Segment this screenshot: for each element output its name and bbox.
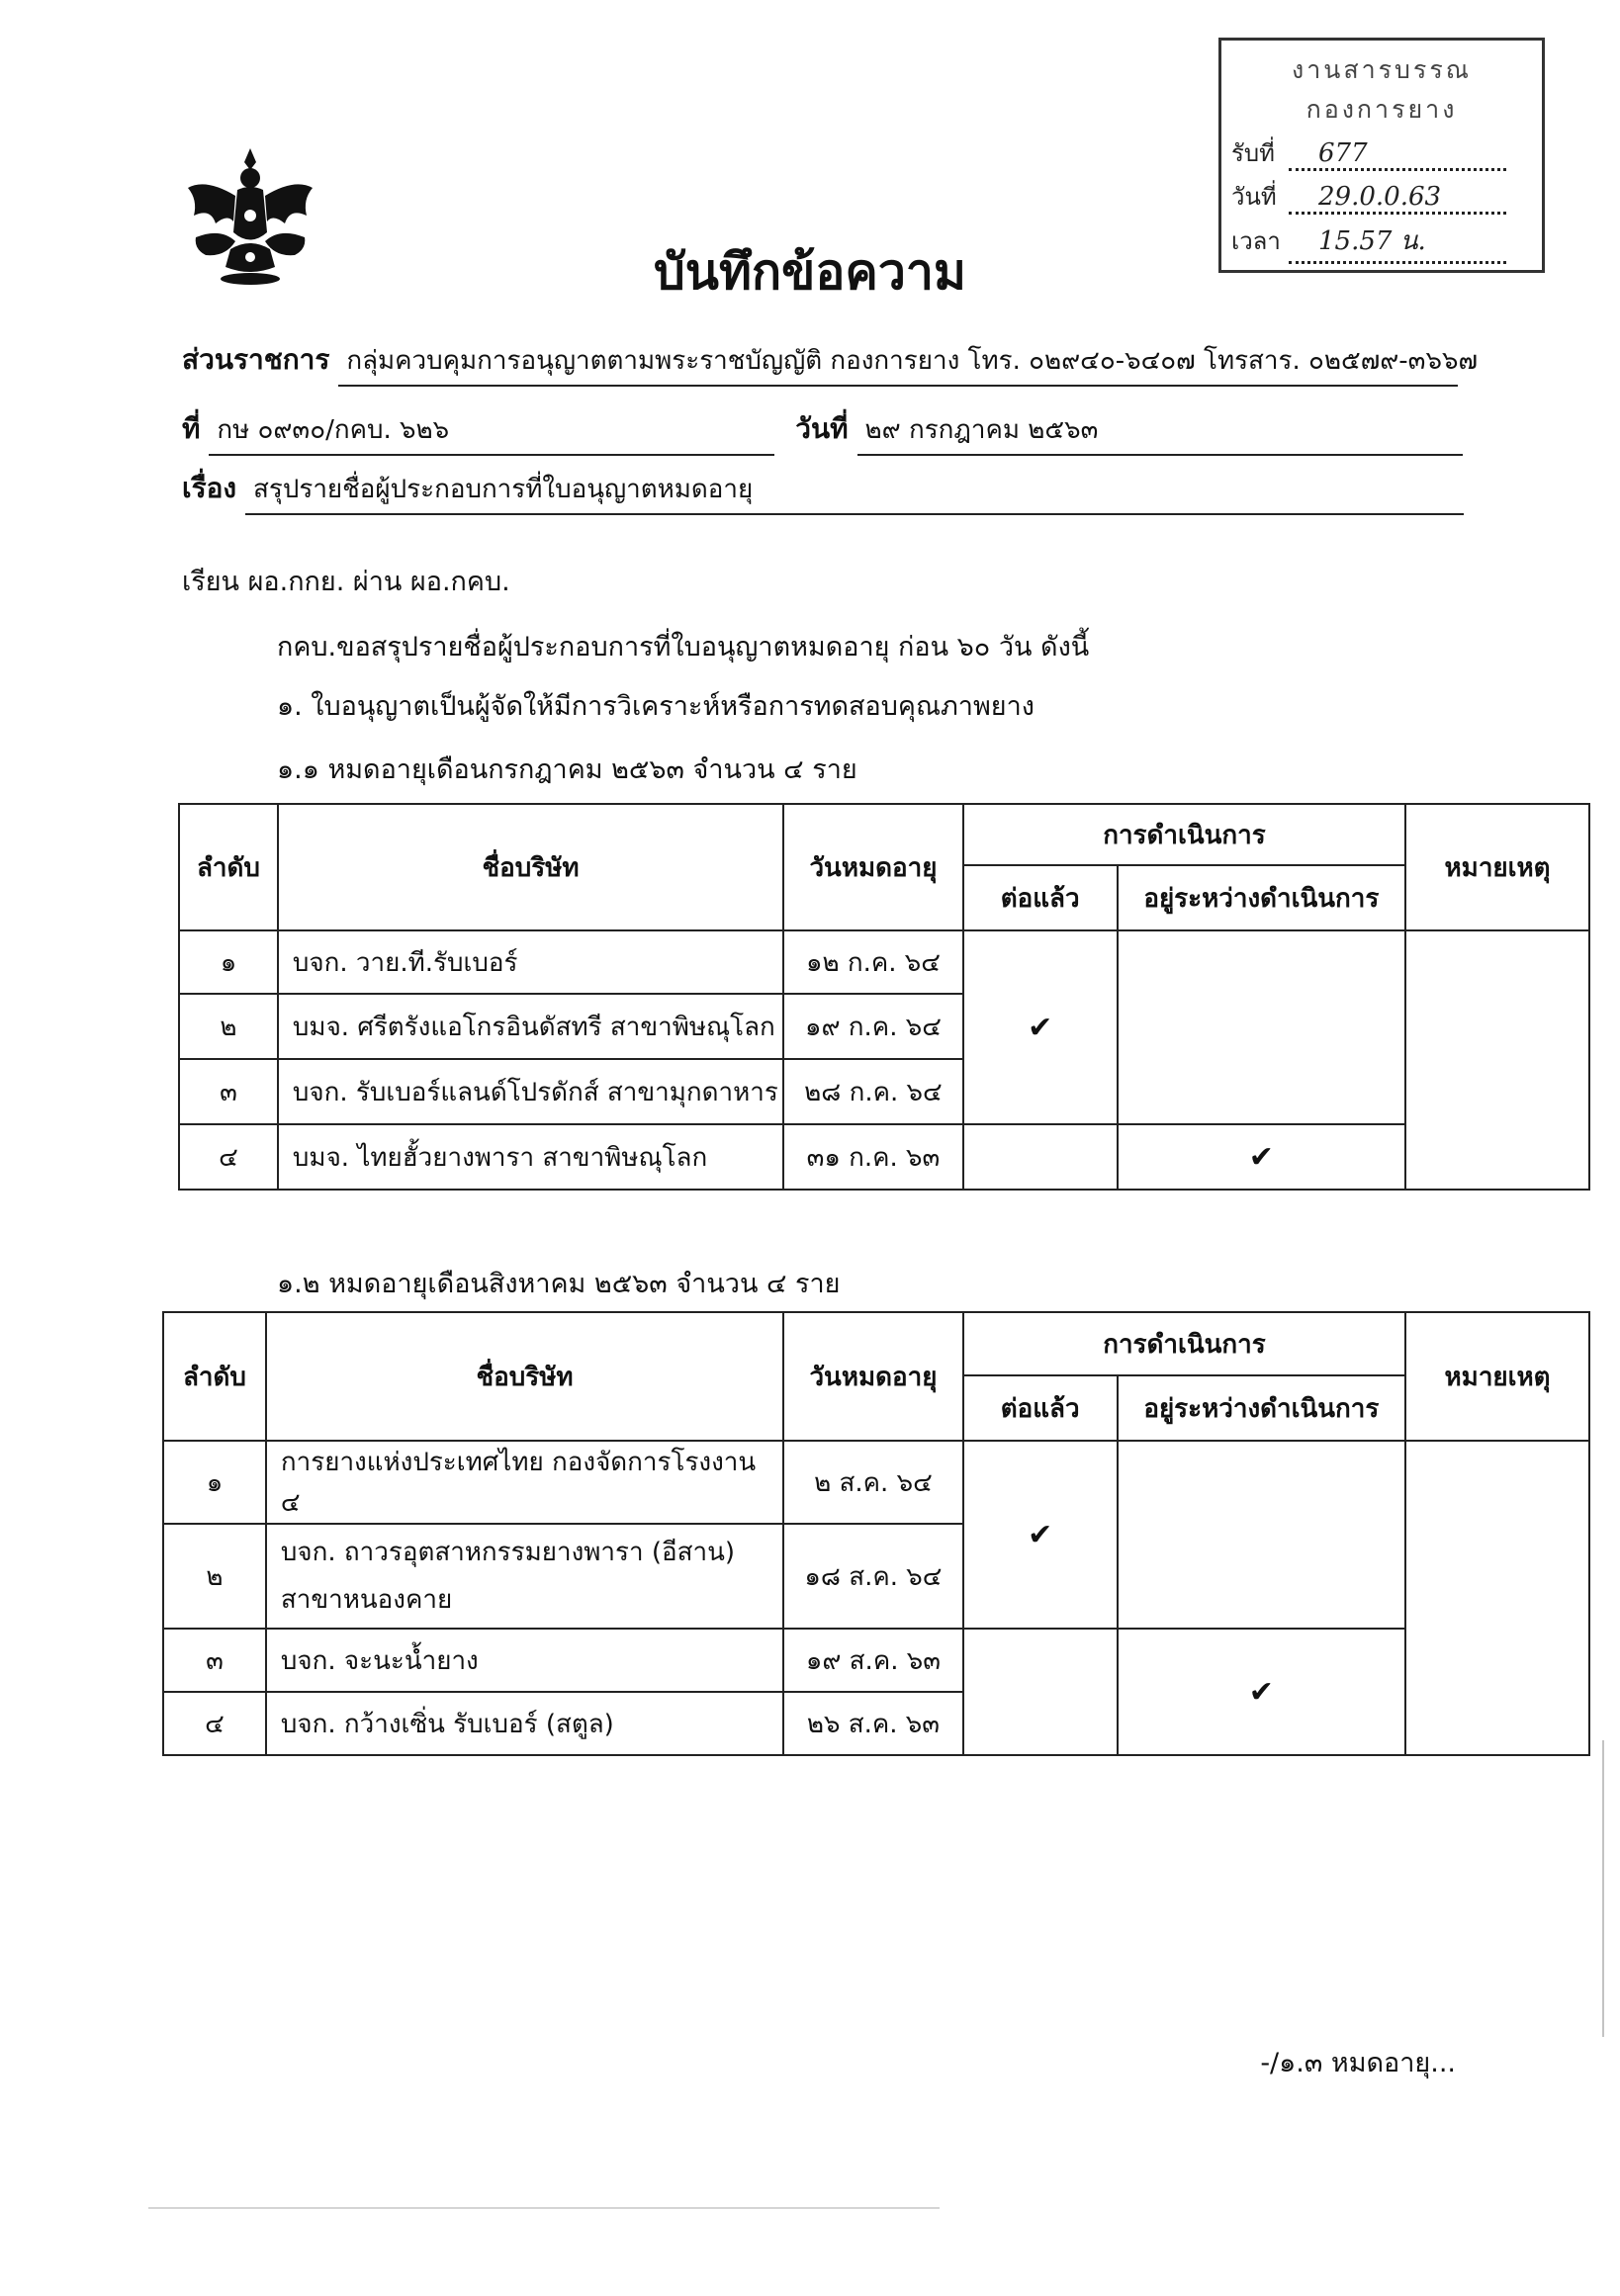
col-header-company: ชื่อบริษัท [278,804,783,930]
row-company [266,1524,783,1629]
stamp-receipt-number: 677 [1289,138,1506,171]
row-no: ๔ [163,1692,266,1755]
row-company: บมจ. ศรีตรังแอโกรอินดัสทรี สาขาพิษณุโลก [278,994,783,1059]
col-header-company: ชื่อบริษัท [266,1312,783,1441]
in-progress-check-mark: ✔ [1118,1124,1406,1190]
stamp-time: 15.57 น. [1289,221,1506,264]
row-no: ๒ [163,1524,266,1629]
remark-cell [1405,1441,1589,1755]
renewed-check-mark: ✔ [963,1441,1118,1629]
renewed-cell [963,1629,1118,1755]
col-header-renewed: ต่อแล้ว [963,865,1118,930]
table-row [163,1629,1589,1692]
agency-label: ส่วนราชการ [182,343,330,376]
col-header-in-progress: อยู่ระหว่างดำเนินการ [1118,865,1406,930]
col-header-action: การดำเนินการ [963,804,1405,865]
col-header-action: การดำเนินการ [963,1312,1405,1375]
salutation: เรียน ผอ.กกย. ผ่าน ผอ.กคบ. [182,567,510,597]
subject-value: สรุปรายชื่อผู้ประกอบการที่ใบอนุญาตหมดอายุ [245,469,1464,515]
row-expiry: ๒๘ ก.ค. ๖๔ [783,1059,963,1124]
table-row [179,1124,1589,1190]
row-no: ๔ [179,1124,278,1190]
subject-label: เรื่อง [182,472,237,504]
row-company: บจก. จะนะน้ำยาง [266,1629,783,1692]
row-no: ๑ [163,1441,266,1524]
col-header-expiry: วันหมดอายุ [783,804,963,930]
stamp-receipt-label: รับที่ [1231,139,1275,167]
row-company: บจก. รับเบอร์แลนด์โปรดักส์ สาขามุกดาหาร [278,1059,783,1124]
date-label: วันที่ [795,412,849,445]
table-row [179,930,1589,994]
row-expiry: ๒๖ ส.ค. ๖๓ [783,1692,963,1755]
continuation-note: -/๑.๓ หมดอายุ... [1260,2048,1456,2078]
row-company-line1: บจก. ถาวรอุตสาหกรรมยางพารา (อีสาน) [280,1538,735,1567]
section-2-heading: ๑.๒ หมดอายุเดือนสิงหาคม ๒๕๖๓ จำนวน ๔ ราย [277,1269,841,1299]
in-progress-check-mark: ✔ [1118,1629,1406,1755]
stamp-receipt-row [1231,133,1506,172]
scan-artifact-edge [1602,1740,1604,2037]
table-row [163,1441,1589,1524]
row-company-line2: สาขาหนองคาย [280,1585,453,1615]
row-company: บจก. กว้างเซิ่น รับเบอร์ (สตูล) [266,1692,783,1755]
expiry-table-august [162,1311,1590,1756]
col-header-expiry: วันหมดอายุ [783,1312,963,1441]
ref-line [182,407,1463,456]
date-value: ๒๙ กรกฎาคม ๒๕๖๓ [857,409,1463,456]
ref-label: ที่ [182,412,201,445]
col-header-remark: หมายเหตุ [1405,1312,1589,1441]
ref-value: กษ ๐๙๓๐/กคบ. ๖๒๖ [209,409,774,456]
row-expiry: ๑๙ ก.ค. ๖๔ [783,994,963,1059]
in-progress-cell [1118,1441,1406,1629]
stamp-date: 29.0.0.63 [1289,182,1506,215]
in-progress-cell [1118,930,1406,1124]
row-expiry: ๓๑ ก.ค. ๖๓ [783,1124,963,1190]
row-expiry: ๑๘ ส.ค. ๖๔ [783,1524,963,1629]
agency-line [182,338,1479,387]
row-company: การยางแห่งประเทศไทย กองจัดการโรงงาน ๔ [266,1441,783,1524]
subject-line [182,467,1464,515]
row-no: ๑ [179,930,278,994]
col-header-remark: หมายเหตุ [1405,804,1589,930]
agency-value: กลุ่มควบคุมการอนุญาตตามพระราชบัญญัติ กองการยาง โทร. ๐๒๙๔๐-๖๔๐๗ โทรสาร. ๐๒๕๗๙-๓๖๖๗ [338,340,1458,387]
item-1-heading: ๑. ใบอนุญาตเป็นผู้จัดให้มีการวิเคราะห์หรือการทดสอบคุณภาพยาง [277,691,1035,722]
stamp-date-row [1231,177,1506,216]
remark-cell [1405,930,1589,1190]
col-header-no: ลำดับ [179,804,278,930]
row-company: บมจ. ไทยฮั้วยางพารา สาขาพิษณุโลก [278,1124,783,1190]
expiry-table-july [178,803,1590,1191]
stamp-office: งานสารบรรณ [1292,55,1472,84]
col-header-no: ลำดับ [163,1312,266,1441]
row-expiry: ๑๙ ส.ค. ๖๓ [783,1629,963,1692]
scan-artifact-line [148,2207,940,2209]
memo-title: บันทึกข้อความ [654,243,966,301]
section-1-heading: ๑.๑ หมดอายุเดือนกรกฎาคม ๒๕๖๓ จำนวน ๔ ราย [277,754,857,785]
row-no: ๒ [179,994,278,1059]
renewed-check-mark: ✔ [963,930,1118,1124]
col-header-renewed: ต่อแล้ว [963,1375,1118,1441]
row-no: ๓ [179,1059,278,1124]
row-expiry: ๑๒ ก.ค. ๖๔ [783,930,963,994]
stamp-division: กองการยาง [1305,95,1458,124]
stamp-time-label: เวลา [1231,227,1281,255]
col-header-in-progress: อยู่ระหว่างดำเนินการ [1118,1375,1406,1441]
stamp-date-label: วันที่ [1231,183,1277,211]
intro-paragraph: กคบ.ขอสรุปรายชื่อผู้ประกอบการที่ใบอนุญาตหมดอายุ ก่อน ๖๐ วัน ดังนี้ [277,632,1090,662]
row-no: ๓ [163,1629,266,1692]
renewed-cell [963,1124,1118,1190]
row-company: บจก. วาย.ที.รับเบอร์ [278,930,783,994]
row-expiry: ๒ ส.ค. ๖๔ [783,1441,963,1524]
